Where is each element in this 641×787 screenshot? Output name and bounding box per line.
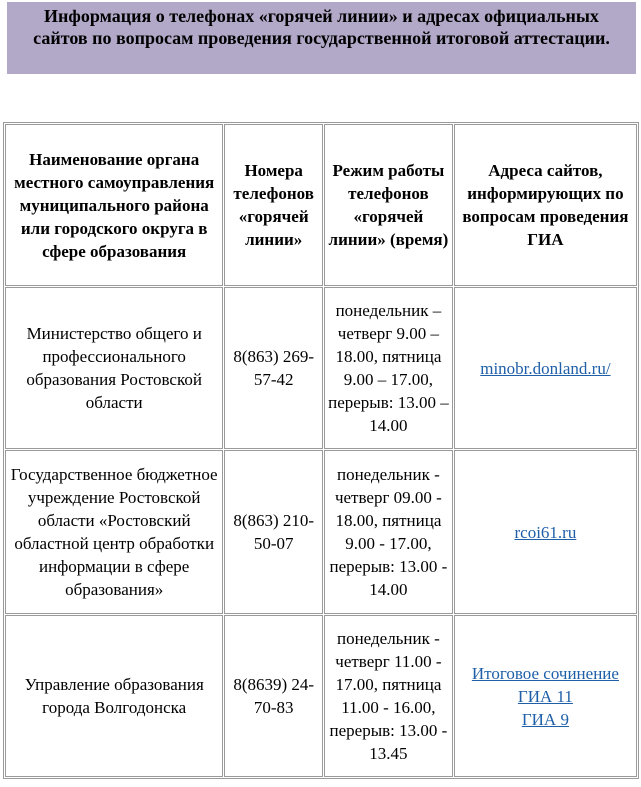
header-organization: Наименование органа местного самоуправления муниципального района или городского округа в сфере образования <box>5 124 223 286</box>
phone-cell: 8(863) 269-57-42 <box>224 287 323 449</box>
organization-cell: Министерство общего и профессионального образования Ростовской области <box>5 287 223 449</box>
header-phone: Номера телефонов «горячей линии» <box>224 124 323 286</box>
website-cell <box>454 450 637 614</box>
schedule-cell: понедельник - четверг 11.00 - 17.00, пятница 11.00 - 16.00, перерыв: 13.00 - 13.45 <box>324 615 453 777</box>
website-cell <box>454 287 637 449</box>
schedule-cell: понедельник - четверг 09.00 - 18.00, пятница 9.00 - 17.00, перерыв: 13.00 - 14.00 <box>324 450 453 614</box>
website-cell <box>454 615 637 777</box>
hotline-table <box>3 122 639 779</box>
link-rcoi61[interactable]: rcoi61.ru <box>514 522 577 542</box>
table-row <box>5 287 637 449</box>
table-row <box>5 450 637 614</box>
phone-cell: 8(8639) 24-70-83 <box>224 615 323 777</box>
table-row <box>5 615 637 777</box>
link-gia-11[interactable]: ГИА 11 <box>517 686 573 706</box>
schedule-cell: понедельник – четверг 9.00 – 18.00, пятница 9.00 – 17.00, перерыв: 13.00 – 14.00 <box>324 287 453 449</box>
header-schedule: Режим работы телефонов «горячей линии» (время) <box>324 124 453 286</box>
table-header-row <box>5 124 637 286</box>
link-final-essay[interactable]: Итоговое сочинение <box>471 663 619 683</box>
link-gia-9[interactable]: ГИА 9 <box>521 709 569 729</box>
page-title: Информация о телефонах «горячей линии» и адресах официальных сайтов по вопросам проведения государственной итоговой аттестации. <box>7 2 636 74</box>
organization-cell: Государственное бюджетное учреждение Ростовской области «Ростовский областной центр обработки информации в сфере образования» <box>5 450 223 614</box>
header-websites: Адреса сайтов, информирующих по вопросам проведения ГИА <box>454 124 637 286</box>
organization-cell: Управление образования города Волгодонска <box>5 615 223 777</box>
phone-cell: 8(863) 210-50-07 <box>224 450 323 614</box>
link-minobr[interactable]: minobr.donland.ru/ <box>480 358 611 378</box>
